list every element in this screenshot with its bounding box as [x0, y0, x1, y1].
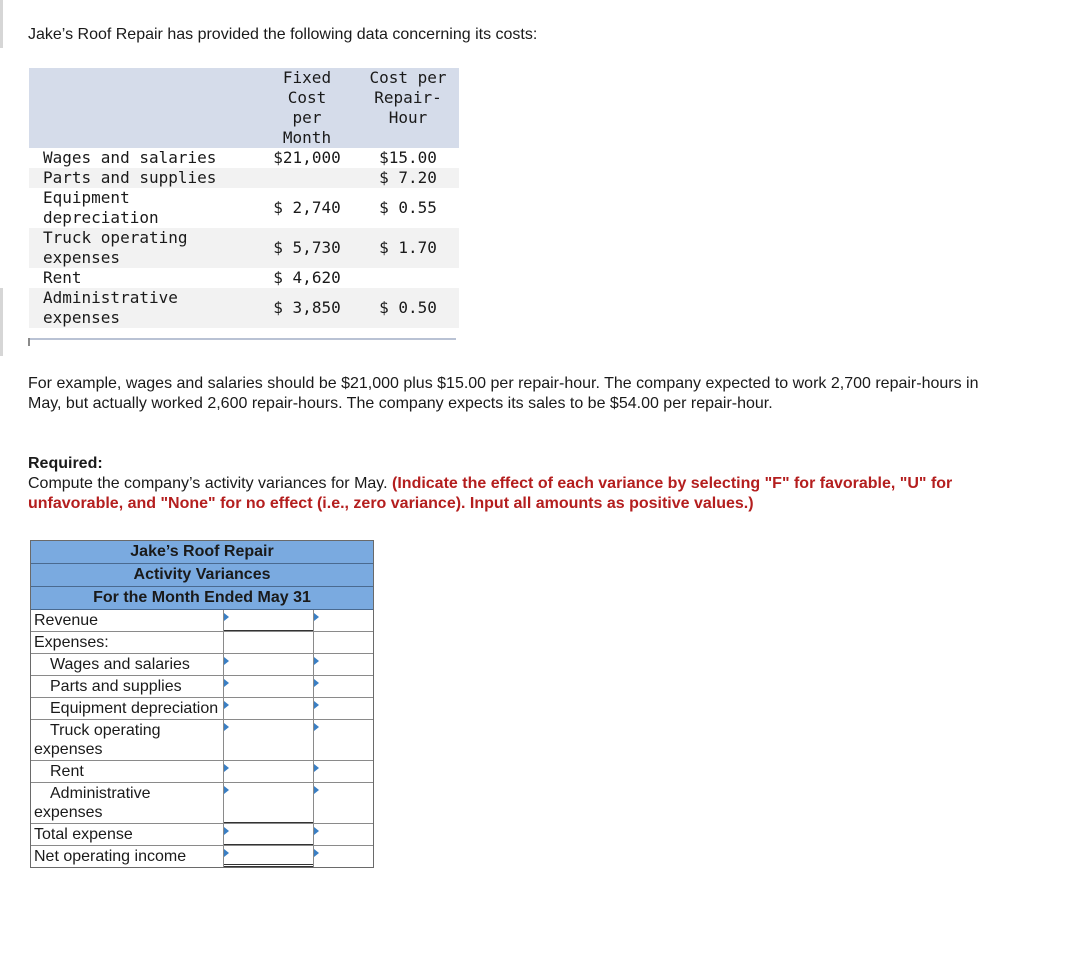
form-row-label: Administrative expenses [31, 783, 224, 823]
dropdown-marker-icon [224, 613, 229, 621]
effect-select[interactable] [314, 610, 373, 631]
form-row [31, 782, 373, 823]
header-fixed-cost: Fixed Cost per Month [257, 68, 357, 148]
amount-input[interactable] [224, 824, 314, 845]
amount-input[interactable] [224, 761, 314, 782]
dropdown-marker-icon [314, 723, 319, 731]
amount-input[interactable] [224, 676, 314, 697]
required-text: Compute the company’s activity variances for May. (Indicate the effect of each variance by selecting "F" for favorable, "U" for unfavorable, and "None" for no effect (i.e., zero variance). Input all amounts as positive values.) [28, 475, 953, 512]
example-paragraph: For example, wages and salaries should be $21,000 plus $15.00 per repair-hour. The company expected to work 2,700 repair-hours in May, but actually worked 2,600 repair-hours. The company expects its sales to be $54.00 per repair-hour. [28, 375, 979, 412]
single-underline [224, 844, 313, 845]
dropdown-marker-icon [314, 786, 319, 794]
form-row-label: Expenses: [31, 632, 224, 653]
effect-select[interactable] [314, 676, 373, 697]
cost-data-table [29, 68, 459, 328]
table-row: Truck operating expenses $ 5,730 $ 1.70 [29, 228, 459, 268]
form-rows [31, 610, 373, 867]
effect-select[interactable] [314, 698, 373, 719]
table-row: Wages and salaries $21,000 $15.00 [43, 148, 437, 167]
dropdown-marker-icon [224, 723, 229, 731]
table-row: Parts and supplies $ 7.20 [29, 168, 459, 188]
table-bottom-tick [28, 338, 30, 346]
form-header [31, 541, 373, 610]
form-row [31, 823, 373, 845]
required-note: (Indicate the effect of each variance by selecting "F" for favorable, "U" for unfavorable, and "None" for no effect (i.e., zero variance). Input all amounts as positive values.) [28, 475, 953, 512]
single-underline [224, 630, 313, 631]
dropdown-marker-icon [314, 849, 319, 857]
amount-input[interactable] [224, 610, 314, 631]
dropdown-marker-icon [314, 764, 319, 772]
form-row [31, 697, 373, 719]
form-row-label: Wages and salaries [31, 654, 224, 675]
effect-select [314, 632, 373, 653]
table-row: Administrative expenses $ 3,850 $ 0.50 [29, 288, 459, 328]
required-section [28, 454, 1028, 514]
form-row-label: Parts and supplies [31, 676, 224, 697]
amount-input[interactable] [224, 846, 314, 867]
form-row-label: Net operating income [31, 846, 224, 867]
form-report-title: Activity Variances [31, 564, 373, 587]
form-company-title: Jake’s Roof Repair [31, 541, 373, 564]
form-row [31, 610, 373, 631]
table-row: Rent $ 4,620 [43, 268, 341, 287]
single-underline [224, 822, 313, 823]
dropdown-marker-icon [314, 827, 319, 835]
effect-select[interactable] [314, 761, 373, 782]
form-row-label: Total expense [31, 824, 224, 845]
form-row [31, 719, 373, 760]
dropdown-marker-icon [314, 679, 319, 687]
dropdown-marker-icon [314, 657, 319, 665]
left-margin-bar [0, 0, 3, 48]
dropdown-marker-icon [224, 827, 229, 835]
amount-input[interactable] [224, 720, 314, 760]
header-blank [29, 68, 257, 148]
dropdown-marker-icon [314, 613, 319, 621]
form-row-label: Rent [31, 761, 224, 782]
dropdown-marker-icon [224, 657, 229, 665]
form-period-title: For the Month Ended May 31 [31, 587, 373, 610]
dropdown-marker-icon [314, 701, 319, 709]
required-title: Required: [28, 455, 103, 472]
effect-select[interactable] [314, 720, 373, 760]
header-cost-per-hour: Cost per Repair- Hour [357, 68, 459, 148]
table-bottom-rule [28, 338, 456, 340]
form-row-label: Equipment depreciation [31, 698, 224, 719]
form-row-label: Revenue [31, 610, 224, 631]
form-row [31, 675, 373, 697]
amount-input [224, 632, 314, 653]
effect-select[interactable] [314, 824, 373, 845]
form-row [31, 845, 373, 867]
amount-input[interactable] [224, 783, 314, 823]
intro-text: Jake’s Roof Repair has provided the following data concerning its costs: [28, 26, 538, 43]
effect-select[interactable] [314, 654, 373, 675]
effect-select[interactable] [314, 846, 373, 867]
form-row [31, 760, 373, 782]
dropdown-marker-icon [224, 764, 229, 772]
dropdown-marker-icon [224, 786, 229, 794]
form-row [31, 631, 373, 653]
dropdown-marker-icon [224, 849, 229, 857]
table-row: Equipment depreciation $ 2,740 $ 0.55 [43, 188, 437, 227]
dropdown-marker-icon [224, 679, 229, 687]
dropdown-marker-icon [224, 701, 229, 709]
double-underline [224, 864, 313, 867]
form-row-label: Truck operating expenses [31, 720, 224, 760]
form-row [31, 653, 373, 675]
amount-input[interactable] [224, 654, 314, 675]
left-margin-bar [0, 288, 3, 356]
amount-input[interactable] [224, 698, 314, 719]
activity-variances-form [30, 540, 374, 868]
effect-select[interactable] [314, 783, 373, 823]
